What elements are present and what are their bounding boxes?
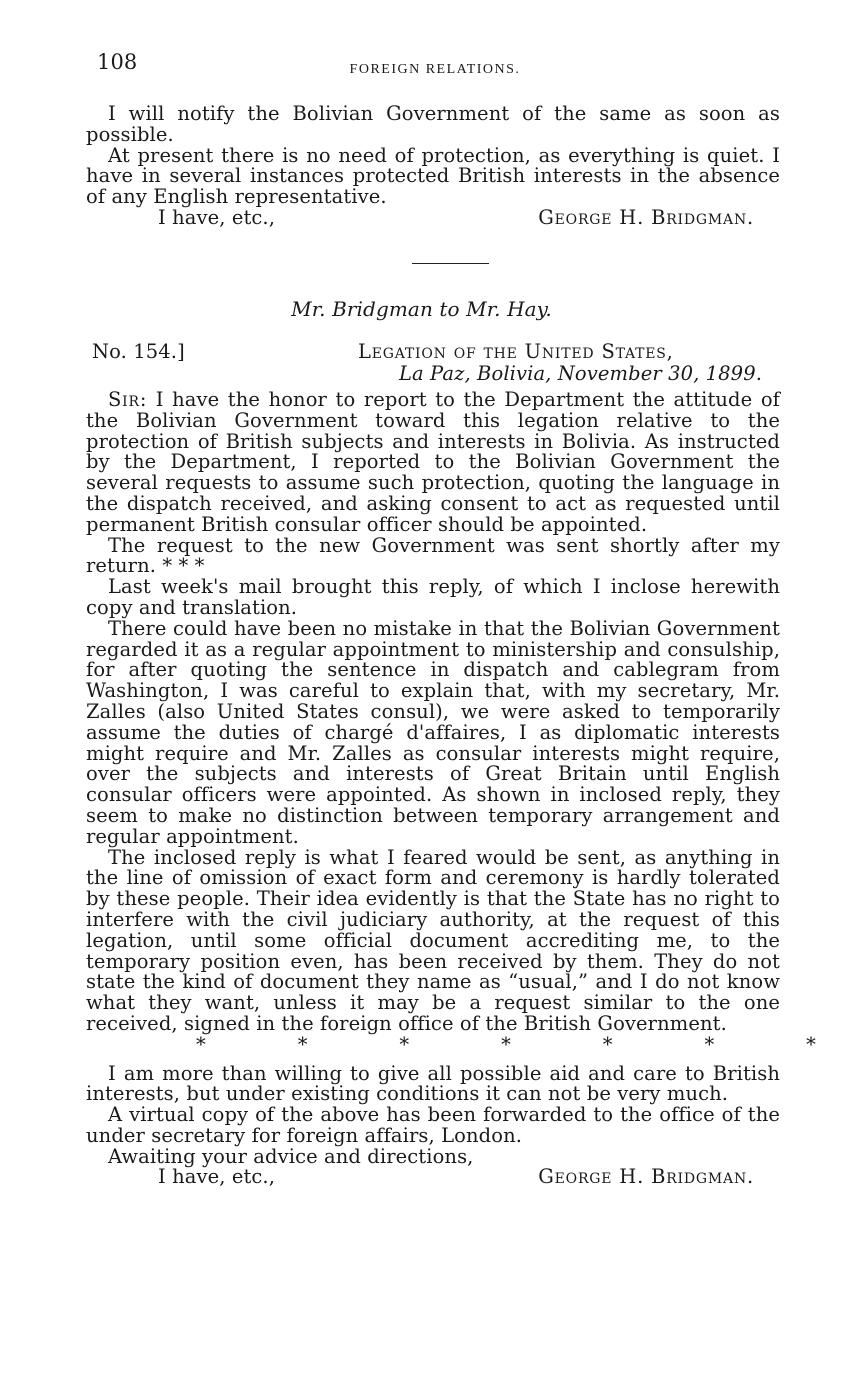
- paragraph: A virtual copy of the above has been forwarded to the office of the under secretary for foreign affairs, London.: [86, 1103, 780, 1147]
- paragraph: I am more than willing to give all possible aid and care to British interests, but under existing conditions it can not be very much.: [86, 1061, 780, 1106]
- closing: I have, etc.,: [158, 205, 276, 229]
- star: *: [297, 1032, 308, 1056]
- paragraph: The request to the new Government was sent shortly after my return. * * *: [86, 533, 780, 578]
- closing: I have, etc.,: [158, 1165, 276, 1189]
- star: *: [704, 1032, 715, 1056]
- paragraph: At present there is no need of protection, as everything is quiet. I have in several instances protected British interests in the absence of any English representative.: [86, 143, 780, 209]
- ellipsis-stars: [86, 1032, 816, 1056]
- section-divider: [412, 263, 489, 264]
- paragraph: The inclosed reply is what I feared would be sent, as anything in the line of omission of exact form and ceremony is hardly tolerated by these people. Their idea evidently is that the State has no right to interfere with the civil judiciary authority, at the request of this legation, until some official document accrediting me, to the temporary position even, has been received by them. They do not state the kind of document they name as “usual,” and I do not know what they want, unless it may be a request similar to the one received, signed in the foreign office of the British Government.: [86, 845, 780, 1035]
- paragraph: Last week's mail brought this reply, of which I inclose herewith copy and translation.: [86, 575, 780, 619]
- star: *: [602, 1032, 613, 1056]
- signature-line: [86, 1167, 780, 1188]
- place-date: La Paz, Bolivia, November 30, 1899.: [398, 362, 762, 385]
- dispatch-number: No. 154.]: [92, 340, 185, 363]
- star: *: [399, 1032, 410, 1056]
- paragraph: I will notify the Bolivian Government of the same as soon as possible.: [86, 102, 780, 146]
- running-head: FOREIGN RELATIONS.: [349, 62, 521, 77]
- star: *: [806, 1032, 816, 1056]
- paragraph-text: I have the honor to report to the Department the attitude of the Bolivian Government toward this legation relative to the protection of British subjects and interests in Bolivia. As instructed by the Department, I reported to the Bolivian Government the several requests to assume such protection, quoting the language in the dispatch received, and asking consent to act as requested until permanent British consular officer should be appointed.: [86, 388, 780, 536]
- top-letter: [86, 104, 780, 229]
- letter-body: [86, 388, 816, 1189]
- letter-title: Mr. Bridgman to Mr. Hay.: [291, 297, 552, 321]
- signature: George H. Bridgman.: [538, 1165, 754, 1189]
- star: *: [196, 1032, 206, 1056]
- legation-line: Legation of the United States,: [358, 340, 674, 363]
- signature: George H. Bridgman.: [538, 205, 754, 229]
- paragraph: [86, 390, 780, 536]
- page-number: 108: [97, 50, 138, 74]
- star: *: [501, 1032, 511, 1056]
- signature-line: [86, 205, 780, 229]
- paragraph: Awaiting your advice and directions,: [108, 1144, 474, 1168]
- letter-heading: [92, 342, 762, 392]
- paragraph: There could have been no mistake in that the Bolivian Government regarded it as a regular appointment to ministership and consulship, for after quoting the sentence in dispatch and cablegram from Washington, I was careful to explain that, with my secretary, Mr. Zalles (also United States consul), we were asked to temporarily assume the duties of chargé d'affaires, I as diplomatic interests might require and Mr. Zalles as consular interests might require, over the subjects and interests of Great Britain until English consular officers were appointed. As shown in inclosed reply, they seem to make no distinction between temporary arrangement and regular appointment.: [86, 616, 780, 848]
- page-header: [97, 52, 773, 80]
- salutation: Sir:: [108, 388, 148, 411]
